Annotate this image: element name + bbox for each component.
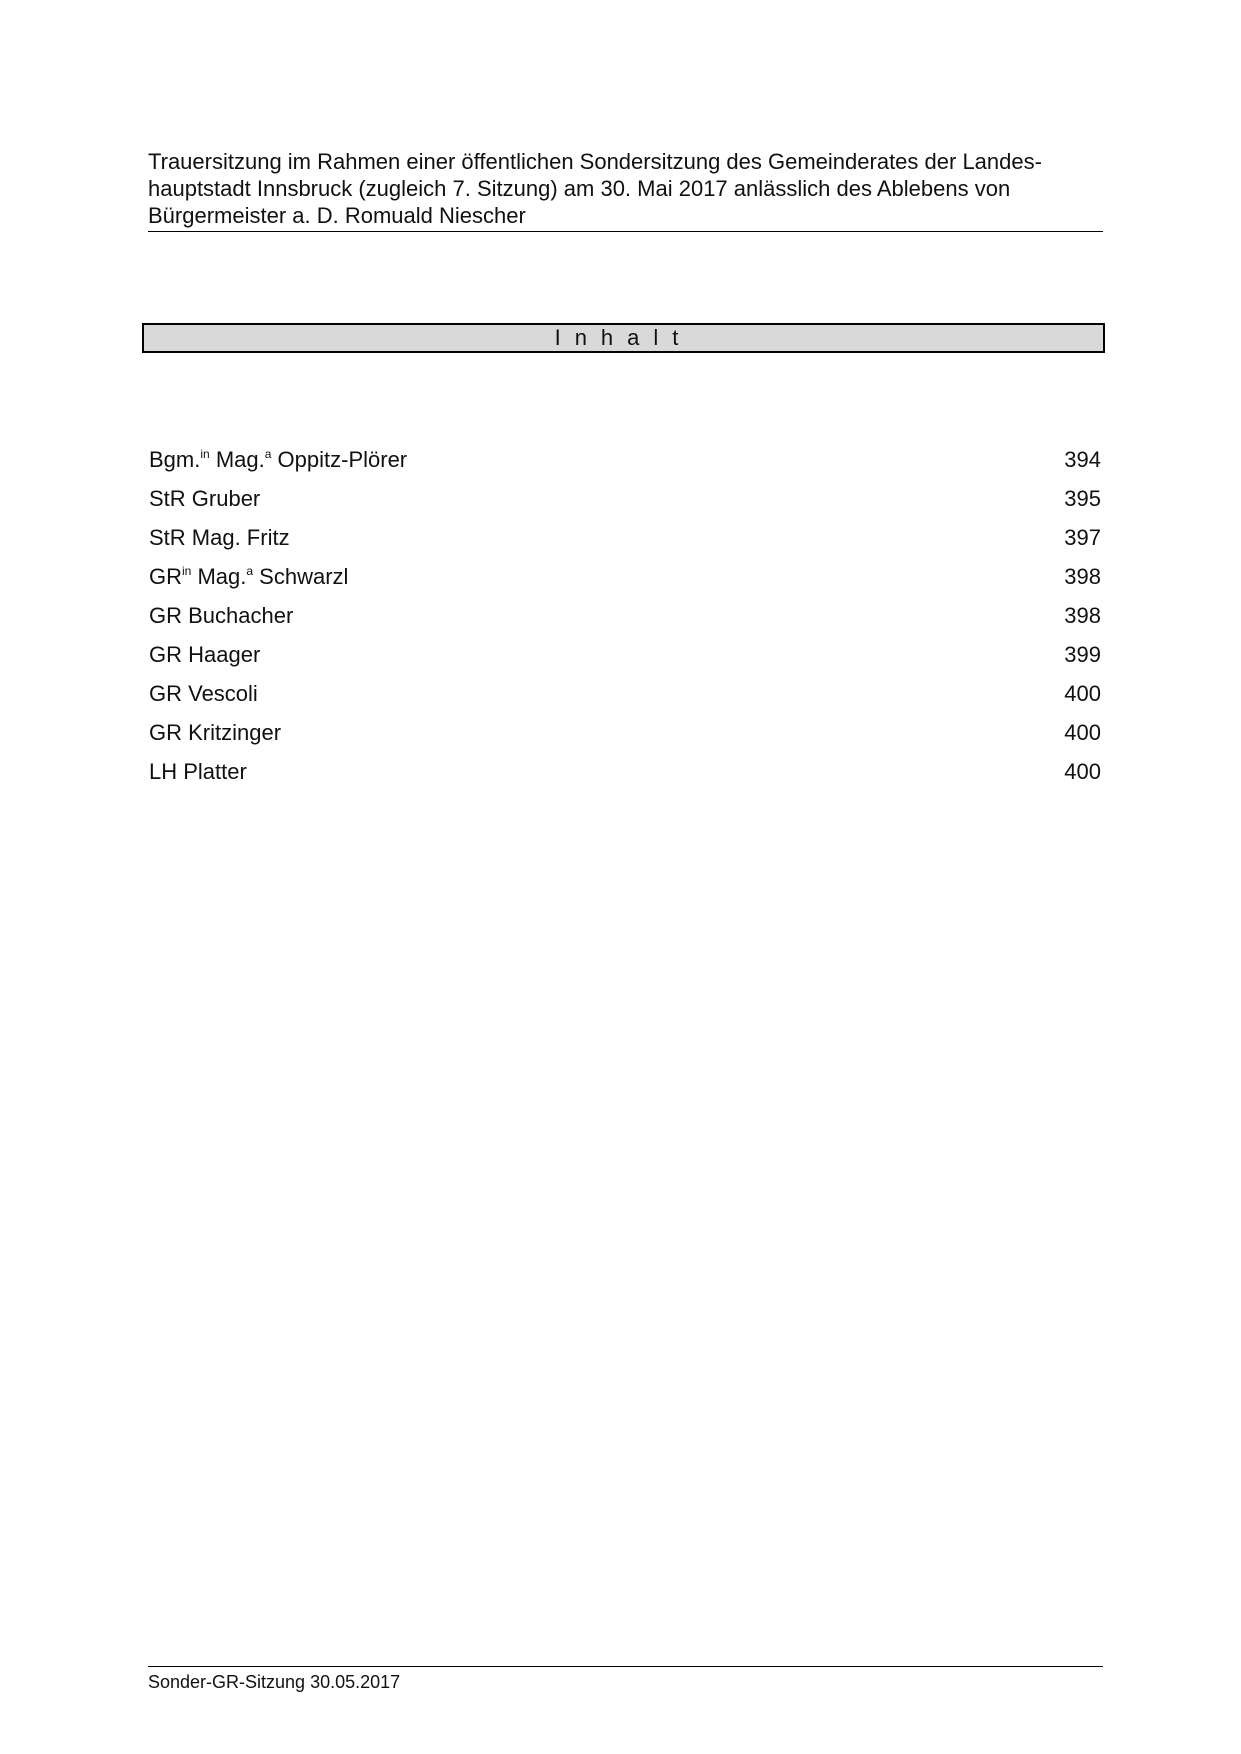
toc-heading: Inhalt (142, 323, 1105, 353)
toc-entry[interactable] (149, 522, 1101, 561)
toc-entry-label: $GR^{in}$ Mag.$^a$ Schwarzl (149, 564, 349, 589)
title-line-1: Trauersitzung im Rahmen einer öffentlichen Sondersitzung des Gemeinderates der Landes- (148, 149, 1042, 174)
toc-entry[interactable] (149, 756, 1101, 795)
toc-entry[interactable] (149, 600, 1101, 639)
toc-entry[interactable] (149, 639, 1101, 678)
toc-entry[interactable] (149, 717, 1101, 756)
toc-entry-page: 400 (1064, 759, 1101, 784)
toc-entry-label: LH Platter (149, 759, 247, 784)
toc-entry-page: 397 (1064, 525, 1101, 550)
toc-entry-label: StR Gruber (149, 486, 261, 511)
toc-entry-label: GR Buchacher (149, 603, 294, 628)
toc-entry-label: GR Haager (149, 642, 261, 667)
toc-entry[interactable] (149, 561, 1101, 600)
toc-entry-page: 395 (1064, 486, 1101, 511)
toc-entry-label: Bgm.$^{in}$ Mag.$^a$ Oppitz-Plörer (149, 447, 408, 472)
toc-entry-page: 399 (1064, 642, 1101, 667)
toc-entry-label: StR Mag. Fritz (149, 525, 290, 550)
toc-entry-page: 400 (1064, 720, 1101, 745)
toc-entry[interactable] (149, 678, 1101, 717)
toc-list (149, 444, 1101, 795)
title-line-2: hauptstadt Innsbruck (zugleich 7. Sitzung) am 30. Mai 2017 anlässlich des Ablebens von (148, 176, 1011, 201)
document-header (148, 148, 1103, 232)
toc-entry[interactable] (149, 444, 1101, 483)
document-footer (148, 1666, 1103, 1693)
title-line-3: Bürgermeister a. D. Romuald Niescher (148, 203, 526, 228)
toc-entry[interactable] (149, 483, 1101, 522)
toc-entry-page: 398 (1064, 564, 1101, 589)
toc-entry-label: GR Kritzinger (149, 720, 282, 745)
document-title (148, 148, 1103, 229)
toc-entry-page: 398 (1064, 603, 1101, 628)
toc-entry-page: 400 (1064, 681, 1101, 706)
toc-entry-page: 394 (1064, 447, 1101, 472)
toc-entry-label: GR Vescoli (149, 681, 258, 706)
footer-text: Sonder-GR-Sitzung 30.05.2017 (148, 1672, 401, 1692)
